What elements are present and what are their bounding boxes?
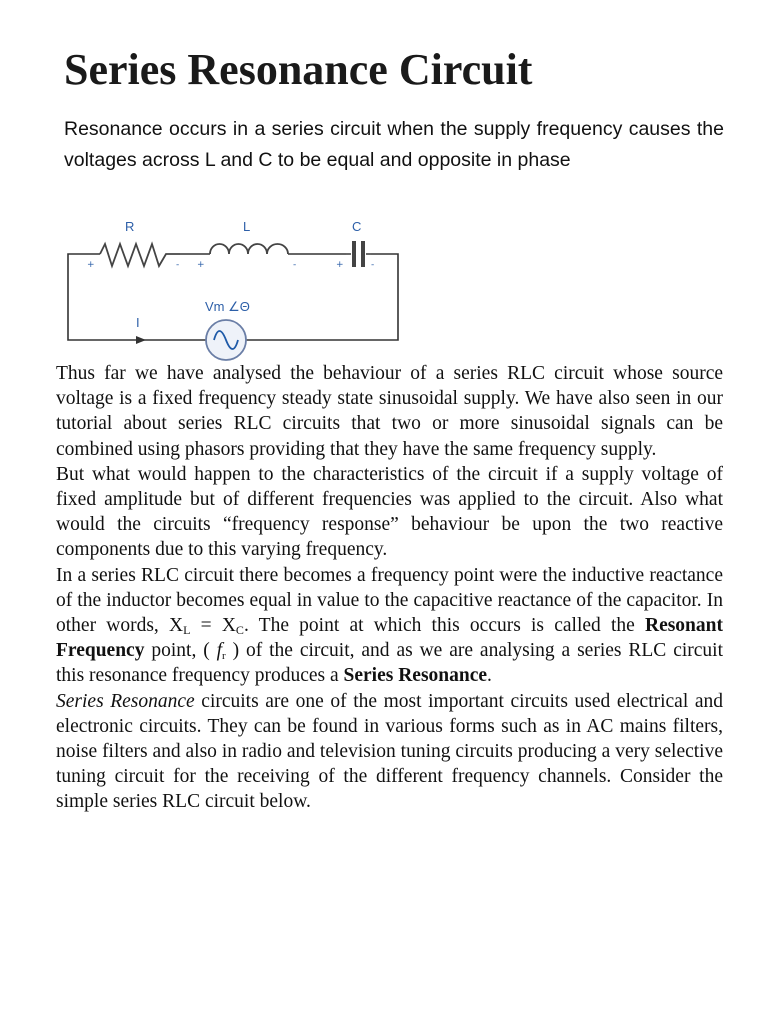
paragraph-3: In a series RLC circuit there becomes a frequency point were the inductive reactance of the inductor becomes equal in value to the capacitive reactance of the capacitor. In other words, $X_L = X_C$. The point at which this occurs is called the Resonant Frequency point, ( $f_r$ ) of the circuit, and as we are analysing a series RLC circuit this resonance frequency produces a Series Resonance. bbox=[56, 564, 723, 687]
capacitor-symbol bbox=[346, 241, 371, 267]
resistor-minus-sign: - bbox=[176, 260, 180, 270]
fr-symbol: $f_r$ bbox=[216, 640, 226, 663]
current-label: I bbox=[136, 315, 140, 330]
resistor-plus-sign: + bbox=[87, 260, 95, 270]
xl-symbol: $X_L$ bbox=[169, 615, 191, 638]
current-arrow-icon bbox=[136, 336, 146, 344]
xc-symbol: $X_C$ bbox=[221, 615, 244, 638]
page-title: Series Resonance Circuit bbox=[64, 45, 533, 94]
capacitor-minus-sign: - bbox=[371, 260, 375, 270]
resistor-label: R bbox=[125, 219, 135, 234]
resistor-symbol bbox=[100, 244, 180, 266]
inductor-minus-sign: - bbox=[293, 260, 297, 270]
source-label: Vm ∠Θ bbox=[205, 299, 250, 314]
intro-text: Resonance occurs in a series circuit when the supply frequency causes the voltages across L and C to be equal and opposite in phase bbox=[64, 118, 724, 171]
resonant-frequency-term: Resonant Frequency bbox=[56, 615, 723, 662]
inductor-label: L bbox=[243, 219, 251, 234]
paragraph-1: Thus far we have analysed the behaviour of a series RLC circuit whose source voltage is a fixed frequency steady state sinusoidal supply. We have also seen in our tutorial about series RLC circuits that two or more sinusoidal signals can be combined using phasors providing that they have the same frequency supply. bbox=[56, 363, 723, 460]
inductor-symbol bbox=[210, 244, 288, 254]
series-resonance-term: Series Resonance bbox=[343, 665, 488, 687]
series-resonance-italic: Series Resonance bbox=[56, 690, 195, 712]
capacitor-plus-sign: + bbox=[336, 260, 344, 270]
paragraph-4: Series Resonance circuits are one of the most important circuits used electrical and electronic circuits. They can be found in various forms such as in AC mains filters, noise filters and also in radio and television tuning circuits producing a very selective tuning circuit for the receiving of the different frequency channels. Consider the simple series RLC circuit below. bbox=[56, 690, 723, 813]
article-body bbox=[56, 361, 723, 815]
ac-source-symbol bbox=[206, 320, 246, 360]
paragraph-2: But what would happen to the characteristics of the circuit if a supply voltage of fixed amplitude but of different frequencies was applied to the circuit. Also what would the circuits “frequency response” behaviour be upon the two reactive components due to this varying frequency. bbox=[56, 463, 723, 561]
capacitor-label: C bbox=[352, 219, 362, 234]
rlc-circuit-diagram bbox=[60, 212, 405, 362]
inductor-plus-sign: + bbox=[197, 260, 205, 270]
